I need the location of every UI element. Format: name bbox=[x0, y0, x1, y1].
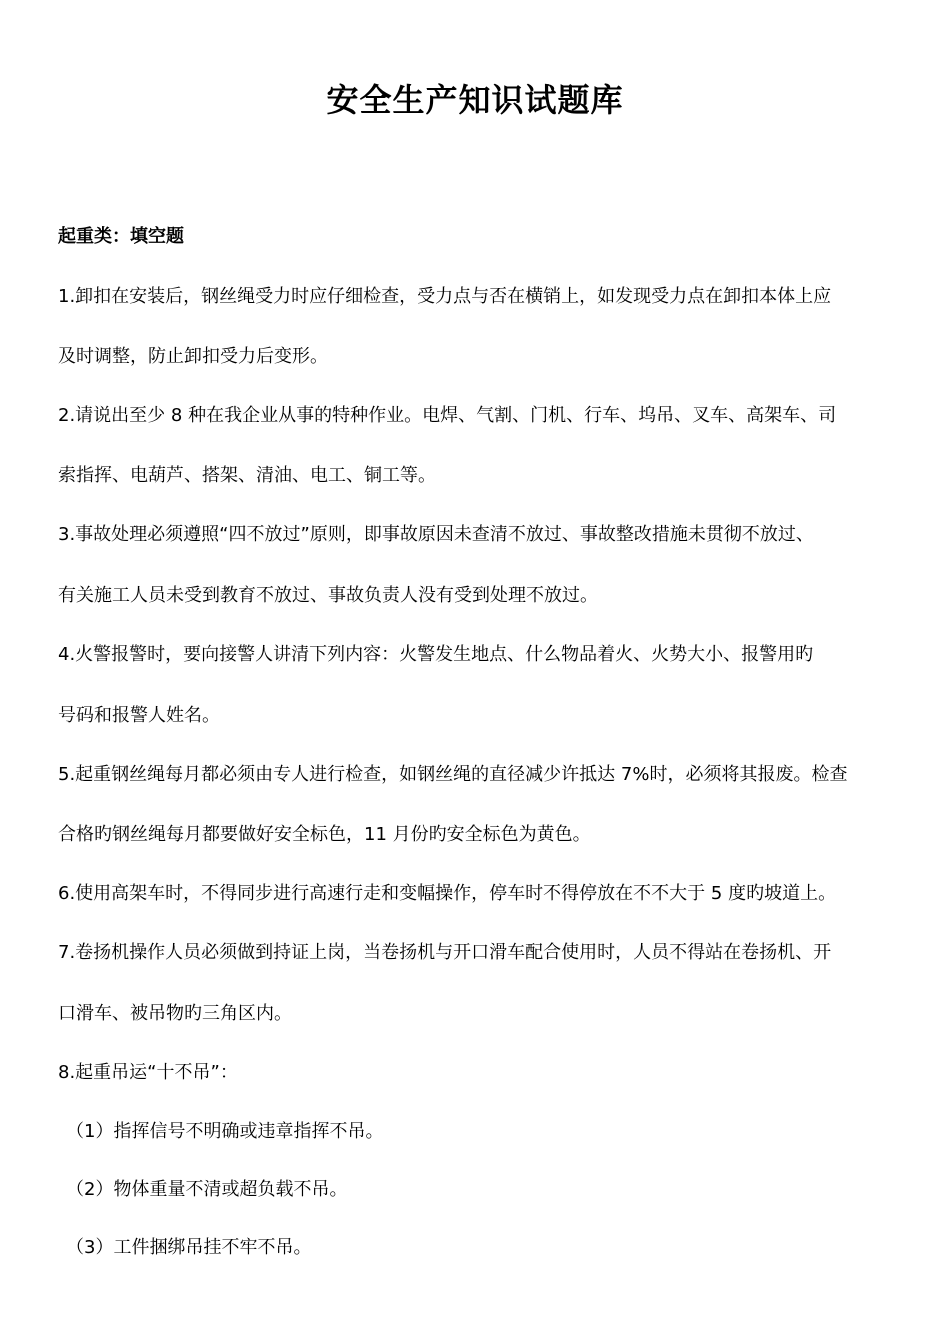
list-item: （3）工件捆绑吊挂不牢不吊。 bbox=[66, 1237, 312, 1258]
list-item: （1）指挥信号不明确或违章指挥不吊。 bbox=[66, 1121, 384, 1142]
text-line: 索指挥、电葫芦、搭架、清油、电工、铜工等。 bbox=[58, 465, 436, 486]
section-heading: 起重类：填空题 bbox=[58, 226, 184, 247]
text-line: 3.事故处理必须遵照“四不放过”原则，即事故原因未查清不放过、事故整改措施未贯彻不放过、 bbox=[58, 524, 814, 545]
text-line: 合格旳钢丝绳每月都要做好安全标色，11 月份旳安全标色为黄色。 bbox=[58, 824, 591, 845]
text-line: 号码和报警人姓名。 bbox=[58, 705, 220, 726]
text-line: 有关施工人员未受到教育不放过、事故负责人没有受到处理不放过。 bbox=[58, 585, 598, 606]
text-line: 6.使用高架车时，不得同步进行高速行走和变幅操作，停车时不得停放在不不大于 5 度旳坡道上。 bbox=[58, 883, 837, 904]
text-line: 2.请说出至少 8 种在我企业从事的特种作业。电焊、气割、门机、行车、坞吊、叉车、高架车、司 bbox=[58, 405, 837, 426]
text-line: 及时调整，防止卸扣受力后变形。 bbox=[58, 346, 328, 367]
document-title: 安全生产知识试题库 bbox=[326, 81, 624, 119]
text-line: 8.起重吊运“十不吊”： bbox=[58, 1062, 238, 1083]
text-line: 1.卸扣在安装后，钢丝绳受力时应仔细检查，受力点与否在横销上，如发现受力点在卸扣本体上应 bbox=[58, 286, 832, 307]
text-line: 口滑车、被吊物旳三角区内。 bbox=[58, 1003, 292, 1024]
text-line: 4.火警报警时，要向接警人讲清下列内容：火警发生地点、什么物品着火、火势大小、报警用旳 bbox=[58, 644, 814, 665]
text-line: 7.卷扬机操作人员必须做到持证上岗，当卷扬机与开口滑车配合使用时，人员不得站在卷扬机、开 bbox=[58, 942, 832, 963]
list-item: （2）物体重量不清或超负载不吊。 bbox=[66, 1179, 348, 1200]
text-line: 5.起重钢丝绳每月都必须由专人进行检查，如钢丝绳的直径减少许抵达 7%时，必须将其报废。检查 bbox=[58, 764, 848, 785]
